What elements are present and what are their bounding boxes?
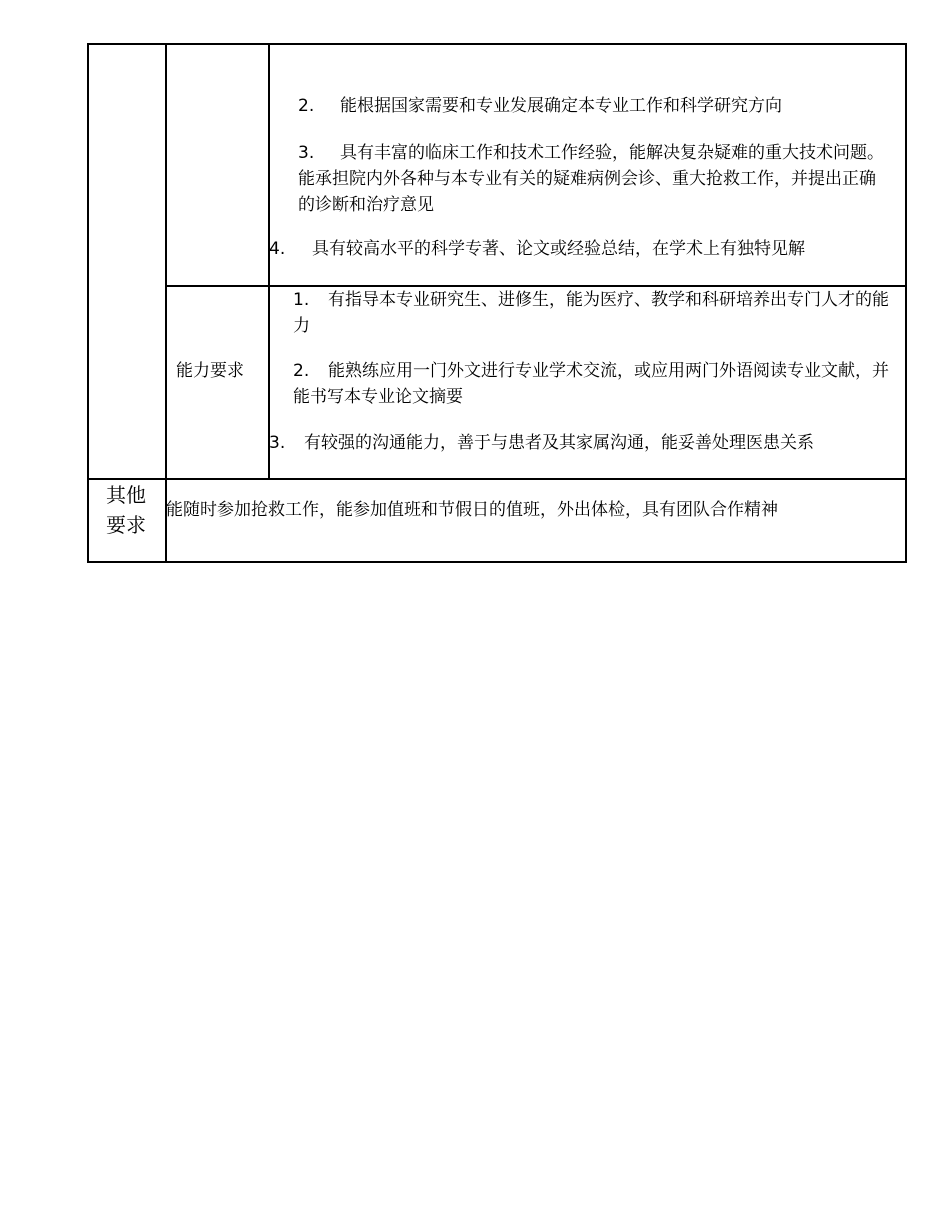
table-bottom-border: [87, 561, 907, 563]
item-text: 具有丰富的临床工作和技术工作经验，能解决复杂疑难的重大技术问题。能承担院内外各种与本专业有关的疑难病例会诊、重大抢救工作，并提出正确的诊断和治疗意见: [298, 143, 884, 215]
other-requirements-label-line1: 其他: [106, 483, 146, 507]
other-requirements-text: 能随时参加抢救工作，能参加值班和节假日的值班，外出体检，具有团队合作精神: [166, 500, 778, 520]
item-number: 1.: [293, 290, 310, 310]
row-divider-other: [87, 478, 907, 480]
table-top-border: [87, 43, 907, 45]
item-number: 2.: [293, 361, 310, 381]
table-left-border: [87, 43, 89, 563]
item-number: 2.: [298, 96, 315, 116]
ability-item-1: [293, 287, 893, 339]
item-number: 3.: [269, 433, 286, 453]
qualification-item-2: [298, 93, 782, 119]
item-text: 具有较高水平的科学专著、论文或经验总结，在学术上有独特见解: [312, 239, 805, 259]
item-number: 4.: [269, 239, 286, 259]
item-text: 能根据国家需要和专业发展确定本专业工作和科学研究方向: [340, 96, 782, 116]
item-number: 3.: [298, 143, 315, 163]
ability-item-3: [269, 430, 814, 456]
column-divider-1: [165, 43, 167, 563]
item-text: 能熟练应用一门外文进行专业学术交流，或应用两门外语阅读专业文献，并能书写本专业论文摘要: [293, 361, 889, 407]
item-text: 有较强的沟通能力，善于与患者及其家属沟通，能妥善处理医患关系: [304, 433, 814, 453]
qualification-item-4: [269, 236, 805, 262]
table-right-border: [905, 43, 907, 563]
ability-item-2: [293, 358, 893, 410]
ability-requirements-label: 能力要求: [176, 361, 244, 381]
qualification-item-3: [298, 140, 890, 218]
item-text: 有指导本专业研究生、进修生，能为医疗、教学和科研培养出专门人才的能力: [293, 290, 889, 336]
other-requirements-label-line2: 要求: [106, 513, 146, 537]
